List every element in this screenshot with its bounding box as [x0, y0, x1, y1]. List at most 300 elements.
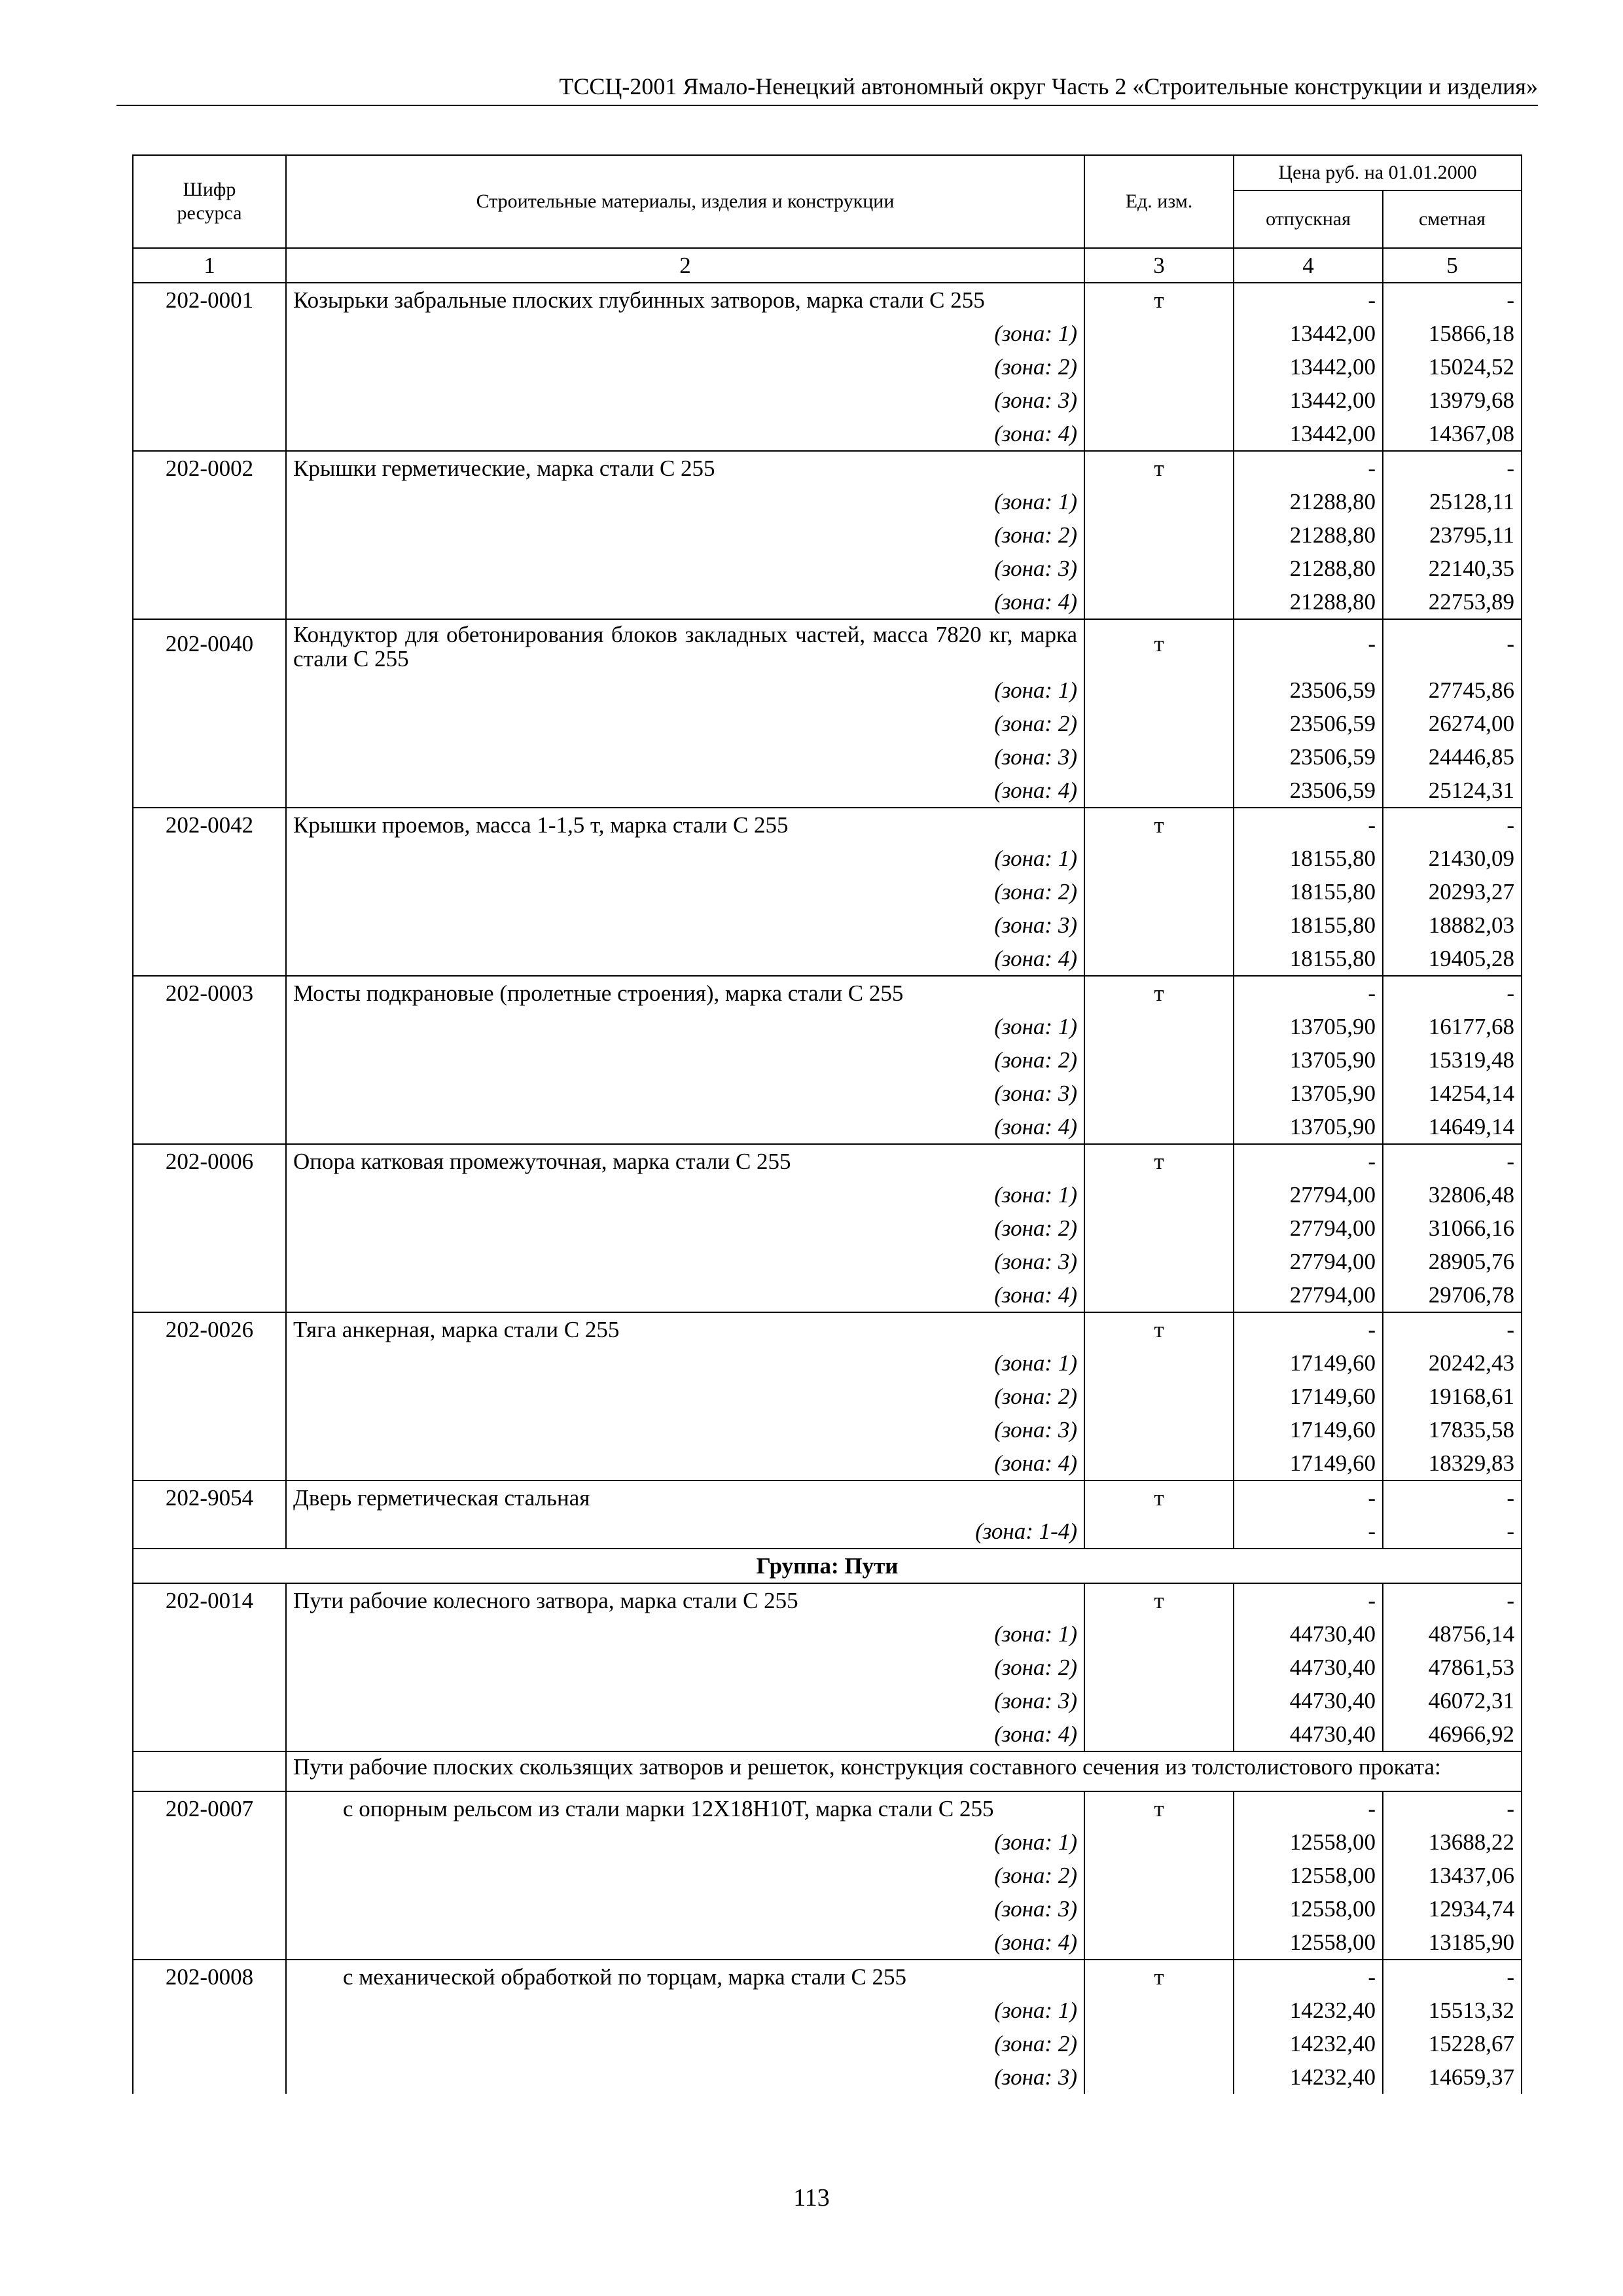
unit-cell	[1084, 1515, 1234, 1549]
resource-code-cell	[133, 774, 286, 808]
zone-row	[133, 1178, 1522, 1211]
resource-code-cell	[133, 417, 286, 451]
resource-code-cell	[133, 1077, 286, 1110]
column-number: 2	[286, 248, 1084, 283]
resource-code-cell	[133, 673, 286, 707]
estimate-price: 32806,48	[1383, 1178, 1522, 1211]
release-price: -	[1234, 619, 1383, 673]
resource-code-cell	[133, 1043, 286, 1077]
estimate-price: 20242,43	[1383, 1346, 1522, 1380]
zone-label: (зона: 2)	[286, 875, 1084, 908]
item-row	[133, 1480, 1522, 1515]
zone-label: (зона: 4)	[286, 1110, 1084, 1144]
estimate-price: 27745,86	[1383, 673, 1522, 707]
item-row	[133, 619, 1522, 673]
release-price: 44730,40	[1234, 1651, 1383, 1684]
unit-cell	[1084, 875, 1234, 908]
zone-row	[133, 1684, 1522, 1717]
resource-code-cell	[133, 1010, 286, 1043]
resource-code-cell	[133, 1892, 286, 1926]
estimate-price: 46072,31	[1383, 1684, 1522, 1717]
release-price: 23506,59	[1234, 740, 1383, 774]
material-name: с опорным рельсом из стали марки 12Х18Н10Т, марка стали С 255	[286, 1791, 1084, 1825]
unit-cell	[1084, 485, 1234, 518]
release-price: -	[1234, 1312, 1383, 1346]
release-price: 17149,60	[1234, 1380, 1383, 1413]
zone-row	[133, 317, 1522, 350]
resource-code-cell	[133, 1380, 286, 1413]
zone-row	[133, 1380, 1522, 1413]
resource-code-cell	[133, 908, 286, 942]
zone-label: (зона: 3)	[286, 1077, 1084, 1110]
resource-code-cell	[133, 1446, 286, 1480]
estimate-price: -	[1383, 1515, 1522, 1549]
release-price: -	[1234, 1791, 1383, 1825]
zone-label: (зона: 4)	[286, 942, 1084, 976]
release-price: 14232,40	[1234, 2027, 1383, 2060]
unit-cell	[1084, 552, 1234, 585]
release-price: 23506,59	[1234, 673, 1383, 707]
zone-row	[133, 2027, 1522, 2060]
unit-cell	[1084, 2060, 1234, 2094]
estimate-price: 15866,18	[1383, 317, 1522, 350]
estimate-price: 22140,35	[1383, 552, 1522, 585]
column-header-estimate-price: сметная	[1383, 190, 1522, 248]
estimate-price: 15319,48	[1383, 1043, 1522, 1077]
zone-row	[133, 552, 1522, 585]
zone-row	[133, 942, 1522, 976]
release-price: 13705,90	[1234, 1077, 1383, 1110]
zone-row	[133, 1859, 1522, 1892]
release-price: 18155,80	[1234, 842, 1383, 875]
material-name: Дверь герметическая стальная	[286, 1480, 1084, 1515]
unit-of-measure: т	[1084, 1960, 1234, 1994]
estimate-price: 14659,37	[1383, 2060, 1522, 2094]
unit-cell	[1084, 350, 1234, 384]
unit-cell	[1084, 417, 1234, 451]
zone-label: (зона: 4)	[286, 1278, 1084, 1312]
release-price: 44730,40	[1234, 1617, 1383, 1651]
zone-row	[133, 1617, 1522, 1651]
zone-row	[133, 842, 1522, 875]
release-price: 17149,60	[1234, 1413, 1383, 1446]
estimate-price: 18882,03	[1383, 908, 1522, 942]
unit-cell	[1084, 908, 1234, 942]
zone-label: (зона: 3)	[286, 552, 1084, 585]
estimate-price: 25128,11	[1383, 485, 1522, 518]
column-header-release-price: отпускная	[1234, 190, 1383, 248]
zone-label: (зона: 1)	[286, 485, 1084, 518]
release-price: -	[1234, 1515, 1383, 1549]
release-price: 23506,59	[1234, 707, 1383, 740]
estimate-price: 29706,78	[1383, 1278, 1522, 1312]
estimate-price: -	[1383, 1480, 1522, 1515]
estimate-price: 18329,83	[1383, 1446, 1522, 1480]
release-price: -	[1234, 451, 1383, 485]
material-name: Кондуктор для обетонирования блоков закладных частей, масса 7820 кг, марка стали С 255	[286, 619, 1084, 673]
estimate-price: 13185,90	[1383, 1926, 1522, 1960]
estimate-price: -	[1383, 283, 1522, 317]
zone-row	[133, 384, 1522, 417]
table-body	[133, 248, 1522, 2094]
zone-label: (зона: 1)	[286, 1994, 1084, 2027]
resource-code-cell	[133, 707, 286, 740]
estimate-price: -	[1383, 1791, 1522, 1825]
resource-code-cell	[133, 1684, 286, 1717]
release-price: -	[1234, 283, 1383, 317]
column-number-row	[133, 248, 1522, 283]
column-header-unit: Ед. изм.	[1084, 155, 1234, 248]
unit-cell	[1084, 1211, 1234, 1245]
column-number: 1	[133, 248, 286, 283]
unit-cell	[1084, 1346, 1234, 1380]
resource-code-cell	[133, 1110, 286, 1144]
item-row	[133, 1583, 1522, 1617]
resource-code-cell	[133, 485, 286, 518]
estimate-price: -	[1383, 1960, 1522, 1994]
estimate-price: 14649,14	[1383, 1110, 1522, 1144]
zone-label: (зона: 4)	[286, 585, 1084, 619]
zone-row	[133, 1446, 1522, 1480]
zone-row	[133, 1651, 1522, 1684]
unit-cell	[1084, 1994, 1234, 2027]
estimate-price: 31066,16	[1383, 1211, 1522, 1245]
group-heading: Группа: Пути	[133, 1549, 1522, 1583]
release-price: -	[1234, 1583, 1383, 1617]
column-header-code: Шифр ресурса	[133, 155, 286, 248]
zone-row	[133, 1926, 1522, 1960]
unit-cell	[1084, 740, 1234, 774]
unit-cell	[1084, 1010, 1234, 1043]
unit-cell	[1084, 1651, 1234, 1684]
zone-row	[133, 1211, 1522, 1245]
release-price: 14232,40	[1234, 2060, 1383, 2094]
resource-code: 202-0006	[133, 1144, 286, 1178]
zone-row	[133, 774, 1522, 808]
column-number: 4	[1234, 248, 1383, 283]
release-price: 18155,80	[1234, 875, 1383, 908]
zone-row	[133, 1245, 1522, 1278]
zone-label: (зона: 4)	[286, 774, 1084, 808]
zone-row	[133, 485, 1522, 518]
zone-label: (зона: 2)	[286, 707, 1084, 740]
item-row	[133, 976, 1522, 1010]
unit-cell	[1084, 317, 1234, 350]
unit-cell	[1084, 1859, 1234, 1892]
estimate-price: 26274,00	[1383, 707, 1522, 740]
release-price: 23506,59	[1234, 774, 1383, 808]
zone-row	[133, 1994, 1522, 2027]
zone-label: (зона: 2)	[286, 1211, 1084, 1245]
estimate-price: 21430,09	[1383, 842, 1522, 875]
estimate-price: 22753,89	[1383, 585, 1522, 619]
release-price: 12558,00	[1234, 1892, 1383, 1926]
unit-of-measure: т	[1084, 1312, 1234, 1346]
zone-row	[133, 417, 1522, 451]
item-row	[133, 1312, 1522, 1346]
release-price: -	[1234, 808, 1383, 842]
zone-label: (зона: 3)	[286, 1892, 1084, 1926]
release-price: 18155,80	[1234, 908, 1383, 942]
estimate-price: 25124,31	[1383, 774, 1522, 808]
column-header-name: Строительные материалы, изделия и конструкции	[286, 155, 1084, 248]
zone-label: (зона: 2)	[286, 1043, 1084, 1077]
zone-label: (зона: 3)	[286, 384, 1084, 417]
column-number: 5	[1383, 248, 1522, 283]
release-price: 21288,80	[1234, 485, 1383, 518]
unit-cell	[1084, 942, 1234, 976]
resource-code-cell	[133, 1245, 286, 1278]
unit-cell	[1084, 673, 1234, 707]
unit-of-measure: т	[1084, 1791, 1234, 1825]
zone-row	[133, 707, 1522, 740]
zone-label: (зона: 1)	[286, 1617, 1084, 1651]
zone-row	[133, 1110, 1522, 1144]
release-price: 13442,00	[1234, 384, 1383, 417]
release-price: 12558,00	[1234, 1825, 1383, 1859]
unit-cell	[1084, 1043, 1234, 1077]
item-row	[133, 1791, 1522, 1825]
zone-label: (зона: 4)	[286, 1446, 1084, 1480]
zone-row	[133, 1346, 1522, 1380]
zone-label: (зона: 1)	[286, 1178, 1084, 1211]
zone-row	[133, 1825, 1522, 1859]
release-price: 13705,90	[1234, 1110, 1383, 1144]
unit-cell	[1084, 1413, 1234, 1446]
unit-cell	[1084, 1617, 1234, 1651]
release-price: 27794,00	[1234, 1245, 1383, 1278]
unit-of-measure: т	[1084, 1480, 1234, 1515]
material-name: Опора катковая промежуточная, марка стали С 255	[286, 1144, 1084, 1178]
resource-code-cell	[133, 842, 286, 875]
zone-label: (зона: 1-4)	[286, 1515, 1084, 1549]
release-price: 13442,00	[1234, 317, 1383, 350]
estimate-price: 19405,28	[1383, 942, 1522, 976]
zone-row	[133, 1515, 1522, 1549]
unit-cell	[1084, 518, 1234, 552]
release-price: 17149,60	[1234, 1446, 1383, 1480]
item-row	[133, 1144, 1522, 1178]
resource-code-cell	[133, 518, 286, 552]
unit-of-measure: т	[1084, 619, 1234, 673]
unit-cell	[1084, 2027, 1234, 2060]
resource-code: 202-0026	[133, 1312, 286, 1346]
resource-code-cell	[133, 585, 286, 619]
release-price: 27794,00	[1234, 1211, 1383, 1245]
resource-code-cell	[133, 1515, 286, 1549]
resource-code: 202-9054	[133, 1480, 286, 1515]
release-price: 12558,00	[1234, 1926, 1383, 1960]
resource-code-cell	[133, 552, 286, 585]
resource-code: 202-0001	[133, 283, 286, 317]
release-price: -	[1234, 1144, 1383, 1178]
zone-label: (зона: 1)	[286, 842, 1084, 875]
release-price: -	[1234, 976, 1383, 1010]
zone-label: (зона: 1)	[286, 317, 1084, 350]
material-name: с механической обработкой по торцам, марка стали С 255	[286, 1960, 1084, 1994]
zone-row	[133, 585, 1522, 619]
resource-code-cell	[133, 1825, 286, 1859]
unit-cell	[1084, 1825, 1234, 1859]
zone-row	[133, 1892, 1522, 1926]
zone-row	[133, 875, 1522, 908]
zone-label: (зона: 2)	[286, 1651, 1084, 1684]
unit-cell	[1084, 774, 1234, 808]
subheading-row	[133, 1751, 1522, 1791]
resource-code-cell	[133, 875, 286, 908]
unit-of-measure: т	[1084, 451, 1234, 485]
unit-cell	[1084, 1446, 1234, 1480]
resource-code-cell	[133, 2060, 286, 2094]
resource-code-cell	[133, 317, 286, 350]
material-name: Тяга анкерная, марка стали С 255	[286, 1312, 1084, 1346]
resource-code: 202-0007	[133, 1791, 286, 1825]
release-price: 13442,00	[1234, 417, 1383, 451]
unit-of-measure: т	[1084, 1144, 1234, 1178]
release-price: 27794,00	[1234, 1178, 1383, 1211]
item-row	[133, 808, 1522, 842]
zone-label: (зона: 4)	[286, 1717, 1084, 1751]
zone-label: (зона: 2)	[286, 1859, 1084, 1892]
resource-code: 202-0040	[133, 619, 286, 673]
material-name: Крышки герметические, марка стали С 255	[286, 451, 1084, 485]
estimate-price: 48756,14	[1383, 1617, 1522, 1651]
estimate-price: 14367,08	[1383, 417, 1522, 451]
unit-cell	[1084, 1178, 1234, 1211]
estimate-price: 15228,67	[1383, 2027, 1522, 2060]
estimate-price: 20293,27	[1383, 875, 1522, 908]
estimate-price: 28905,76	[1383, 1245, 1522, 1278]
estimate-price: 13437,06	[1383, 1859, 1522, 1892]
unit-cell	[1084, 585, 1234, 619]
zone-label: (зона: 1)	[286, 1825, 1084, 1859]
unit-of-measure: т	[1084, 808, 1234, 842]
unit-cell	[1084, 1684, 1234, 1717]
unit-cell	[1084, 1717, 1234, 1751]
release-price: 21288,80	[1234, 585, 1383, 619]
price-table	[132, 154, 1522, 2094]
estimate-price: -	[1383, 1312, 1522, 1346]
zone-row	[133, 2060, 1522, 2094]
zone-label: (зона: 3)	[286, 1413, 1084, 1446]
zone-label: (зона: 3)	[286, 740, 1084, 774]
zone-label: (зона: 3)	[286, 2060, 1084, 2094]
estimate-price: 15024,52	[1383, 350, 1522, 384]
resource-code: 202-0042	[133, 808, 286, 842]
zone-label: (зона: 4)	[286, 1926, 1084, 1960]
release-price: 13442,00	[1234, 350, 1383, 384]
resource-code: 202-0003	[133, 976, 286, 1010]
resource-code-cell	[133, 1178, 286, 1211]
resource-code-cell	[133, 1651, 286, 1684]
release-price: 17149,60	[1234, 1346, 1383, 1380]
estimate-price: 24446,85	[1383, 740, 1522, 774]
resource-code-cell	[133, 1751, 286, 1791]
unit-of-measure: т	[1084, 976, 1234, 1010]
zone-label: (зона: 3)	[286, 908, 1084, 942]
release-price: 13705,90	[1234, 1010, 1383, 1043]
release-price: -	[1234, 1480, 1383, 1515]
estimate-price: 15513,32	[1383, 1994, 1522, 2027]
resource-code: 202-0008	[133, 1960, 286, 1994]
release-price: 13705,90	[1234, 1043, 1383, 1077]
unit-of-measure: т	[1084, 283, 1234, 317]
unit-cell	[1084, 1380, 1234, 1413]
column-number: 3	[1084, 248, 1234, 283]
zone-label: (зона: 2)	[286, 2027, 1084, 2060]
unit-cell	[1084, 1892, 1234, 1926]
zone-label: (зона: 1)	[286, 1346, 1084, 1380]
estimate-price: -	[1383, 451, 1522, 485]
resource-code-cell	[133, 1413, 286, 1446]
zone-row	[133, 518, 1522, 552]
material-name: Крышки проемов, масса 1-1,5 т, марка стали С 255	[286, 808, 1084, 842]
unit-cell	[1084, 1110, 1234, 1144]
zone-row	[133, 1077, 1522, 1110]
zone-row	[133, 1043, 1522, 1077]
resource-code-cell	[133, 350, 286, 384]
material-name: Пути рабочие плоских скользящих затворов и решеток, конструкция составного сечения из толстолистового проката:	[286, 1751, 1522, 1791]
resource-code-cell	[133, 1278, 286, 1312]
zone-row	[133, 908, 1522, 942]
estimate-price: -	[1383, 619, 1522, 673]
group-heading-row	[133, 1549, 1522, 1583]
zone-row	[133, 1413, 1522, 1446]
unit-cell	[1084, 384, 1234, 417]
resource-code-cell	[133, 384, 286, 417]
material-name: Пути рабочие колесного затвора, марка стали С 255	[286, 1583, 1084, 1617]
column-header-price: Цена руб. на 01.01.2000	[1234, 155, 1522, 190]
estimate-price: 23795,11	[1383, 518, 1522, 552]
zone-label: (зона: 2)	[286, 350, 1084, 384]
estimate-price: 19168,61	[1383, 1380, 1522, 1413]
estimate-price: 47861,53	[1383, 1651, 1522, 1684]
release-price: 44730,40	[1234, 1717, 1383, 1751]
resource-code-cell	[133, 1994, 286, 2027]
running-header: ТССЦ-2001 Ямало-Ненецкий автономный округ Часть 2 «Строительные конструкции и изделия»	[116, 71, 1538, 106]
unit-cell	[1084, 707, 1234, 740]
resource-code-cell	[133, 942, 286, 976]
estimate-price: 46966,92	[1383, 1717, 1522, 1751]
unit-cell	[1084, 842, 1234, 875]
zone-row	[133, 673, 1522, 707]
unit-cell	[1084, 1926, 1234, 1960]
estimate-price: -	[1383, 976, 1522, 1010]
release-price: 21288,80	[1234, 518, 1383, 552]
estimate-price: -	[1383, 1144, 1522, 1178]
material-name: Козырьки забральные плоских глубинных затворов, марка стали С 255	[286, 283, 1084, 317]
unit-of-measure: т	[1084, 1583, 1234, 1617]
unit-cell	[1084, 1077, 1234, 1110]
estimate-price: -	[1383, 808, 1522, 842]
resource-code-cell	[133, 2027, 286, 2060]
zone-label: (зона: 3)	[286, 1245, 1084, 1278]
resource-code-cell	[133, 1859, 286, 1892]
resource-code-cell	[133, 1211, 286, 1245]
resource-code-cell	[133, 1617, 286, 1651]
resource-code: 202-0014	[133, 1583, 286, 1617]
item-row	[133, 451, 1522, 485]
zone-row	[133, 350, 1522, 384]
unit-cell	[1084, 1278, 1234, 1312]
estimate-price: -	[1383, 1583, 1522, 1617]
release-price: 14232,40	[1234, 1994, 1383, 2027]
release-price: 12558,00	[1234, 1859, 1383, 1892]
estimate-price: 12934,74	[1383, 1892, 1522, 1926]
item-row	[133, 1960, 1522, 1994]
resource-code-cell	[133, 740, 286, 774]
resource-code-cell	[133, 1926, 286, 1960]
